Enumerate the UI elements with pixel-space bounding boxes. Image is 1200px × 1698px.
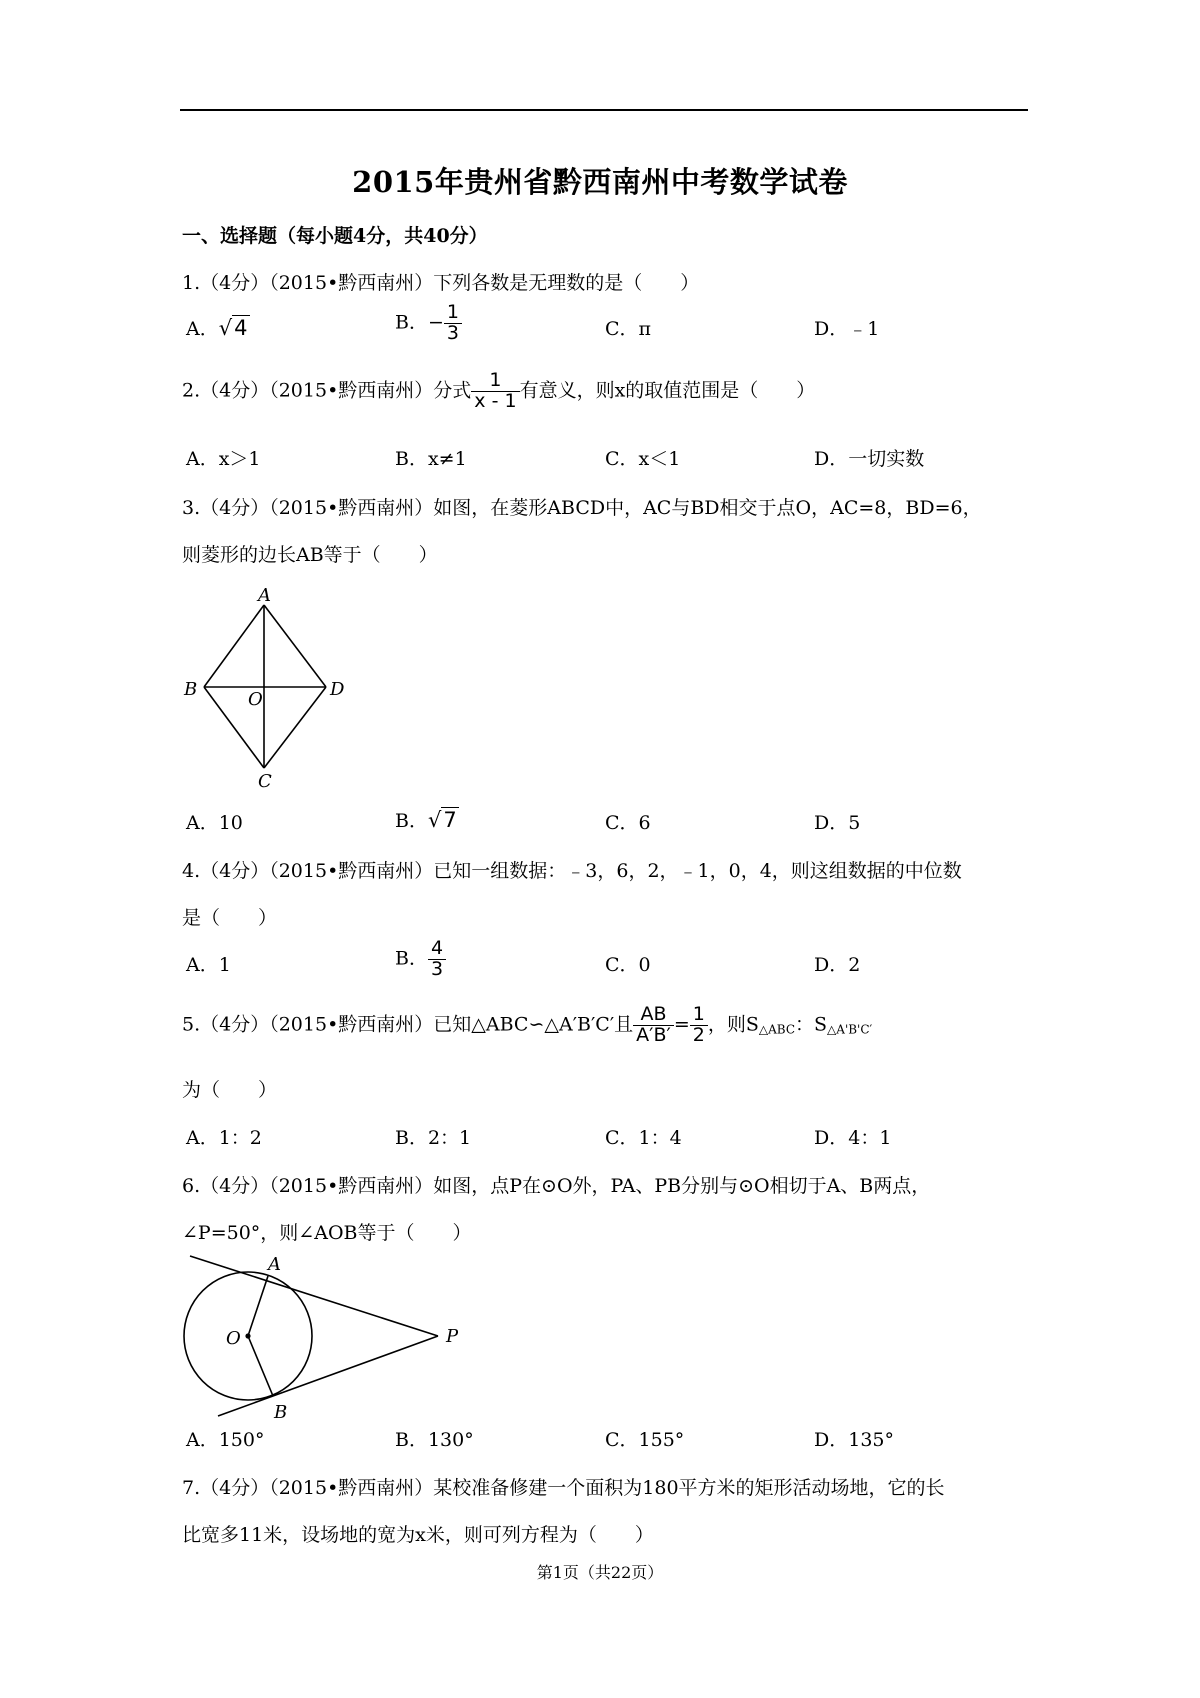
- q1-option-a: [186, 314, 250, 341]
- q2-option-b: B．x≠1: [395, 448, 467, 470]
- q5-option-a: A．1：2: [186, 1127, 262, 1149]
- q2-option-c: C．x＜1: [605, 448, 681, 470]
- point-label-p: P: [446, 1326, 459, 1347]
- vertex-label-d: D: [330, 679, 345, 700]
- section-heading: 一、选择题（每小题4分，共40分）: [182, 225, 488, 247]
- rhombus-figure: [180, 585, 360, 790]
- q4-option-a: A．1: [186, 954, 231, 976]
- q1-stem: 1.（4分）（2015•黔西南州）下列各数是无理数的是（ ）: [182, 272, 700, 294]
- radius-ob: [248, 1336, 273, 1396]
- q2-option-d: D．一切实数: [814, 448, 925, 470]
- vertex-label-c: C: [258, 771, 272, 790]
- option-label: A．: [186, 318, 219, 340]
- q4-stem-line1: 4.（4分）（2015•黔西南州）已知一组数据：﹣3，6，2，﹣1，0，4，则这组数据的中位数: [182, 860, 962, 882]
- point-label-a: A: [268, 1254, 281, 1275]
- q4-option-d: D．2: [814, 954, 861, 976]
- q1-option-b: [395, 303, 462, 344]
- q3-option-a: A．10: [186, 812, 243, 834]
- q6-option-c: C．155°: [605, 1429, 685, 1451]
- q5-stem-line2: 为（ ）: [182, 1079, 278, 1101]
- q6-option-b: B．130°: [395, 1429, 474, 1451]
- sqrt-expression: √4: [218, 316, 248, 340]
- fraction: $\frac{1}{3}$: [444, 303, 462, 344]
- fraction: $\frac{4}{3}$: [428, 939, 446, 980]
- q2-option-a: A．x＞1: [186, 448, 261, 470]
- q5-option-d: D．4：1: [814, 1127, 892, 1149]
- q7-stem-line1: 7.（4分）（2015•黔西南州）某校准备修建一个面积为180平方米的矩形活动场地，它的长: [182, 1477, 945, 1499]
- option-label: B．: [395, 947, 428, 970]
- q6-stem-line2: ∠P=50°，则∠AOB等于（ ）: [182, 1222, 472, 1244]
- option-label: B．: [395, 810, 428, 832]
- point-label-b: B: [274, 1402, 288, 1422]
- fraction: $\frac{AB}{A'B'}$: [633, 1005, 674, 1046]
- minus-sign: −: [427, 311, 444, 334]
- q4-option-b: [395, 939, 446, 980]
- q3-option-c: C．6: [605, 812, 651, 834]
- radius-oa: [248, 1276, 268, 1336]
- tangent-pa: [190, 1256, 438, 1336]
- tangent-pb: [218, 1336, 438, 1416]
- fraction: $\frac{1}{2}$: [690, 1005, 708, 1046]
- fraction: $\frac{1}{x - 1}$: [471, 371, 519, 412]
- edge-ab: [204, 605, 264, 687]
- page-title: 2015年贵州省黔西南州中考数学试卷: [352, 165, 848, 199]
- page-footer: 第1页（共22页）: [536, 1563, 664, 1582]
- point-label-o: O: [226, 1328, 241, 1349]
- vertex-label-a: A: [258, 585, 271, 606]
- q6-option-a: A．150°: [186, 1429, 265, 1451]
- q6-option-d: D．135°: [814, 1429, 894, 1451]
- tangent-circle-figure: [178, 1252, 468, 1422]
- q3-stem-line1: 3.（4分）（2015•黔西南州）如图，在菱形ABCD中，AC与BD相交于点O，AC=8，BD=6，: [182, 497, 982, 519]
- vertex-label-b: B: [184, 679, 198, 700]
- q3-option-d: D．5: [814, 812, 861, 834]
- q4-stem-line2: 是（ ）: [182, 907, 278, 929]
- center-label-o: O: [248, 689, 263, 710]
- center-dot: [245, 1333, 250, 1338]
- q5-option-b: B．2：1: [395, 1127, 472, 1149]
- q7-stem-line2: 比宽多11米，设场地的宽为x米，则可列方程为（ ）: [182, 1524, 654, 1546]
- q3-stem-line2: 则菱形的边长AB等于（ ）: [182, 544, 438, 566]
- option-label: B．: [395, 311, 428, 334]
- edge-dc: [264, 687, 326, 768]
- header-rule: [180, 109, 1028, 111]
- q5-option-c: C．1：4: [605, 1127, 682, 1149]
- q4-option-c: C．0: [605, 954, 651, 976]
- q5-stem-line1: 5.（4分）（2015•黔西南州）已知△ABC∽△A′B′C′且 $\frac{AB}{A'B'}$ = $\frac{1}{2}$ ，则$S_{\triangle ABC}$：$S_{\triangle A'B'C'}$: [182, 1003, 873, 1046]
- q6-stem-line1: 6.（4分）（2015•黔西南州）如图，点P在⊙O外，PA、PB分别与⊙O相切于A、B两点，: [182, 1175, 931, 1197]
- edge-ad: [264, 605, 326, 687]
- sqrt-expression: √7: [427, 808, 457, 832]
- q1-option-d: D．﹣1: [814, 318, 880, 340]
- q3-option-b: [395, 806, 459, 833]
- q1-option-c: C．π: [605, 318, 652, 340]
- q2-stem: 2.（4分）（2015•黔西南州）分式 $\frac{1}{x - 1}$ 有意义，则x的取值范围是（ ）: [182, 369, 816, 412]
